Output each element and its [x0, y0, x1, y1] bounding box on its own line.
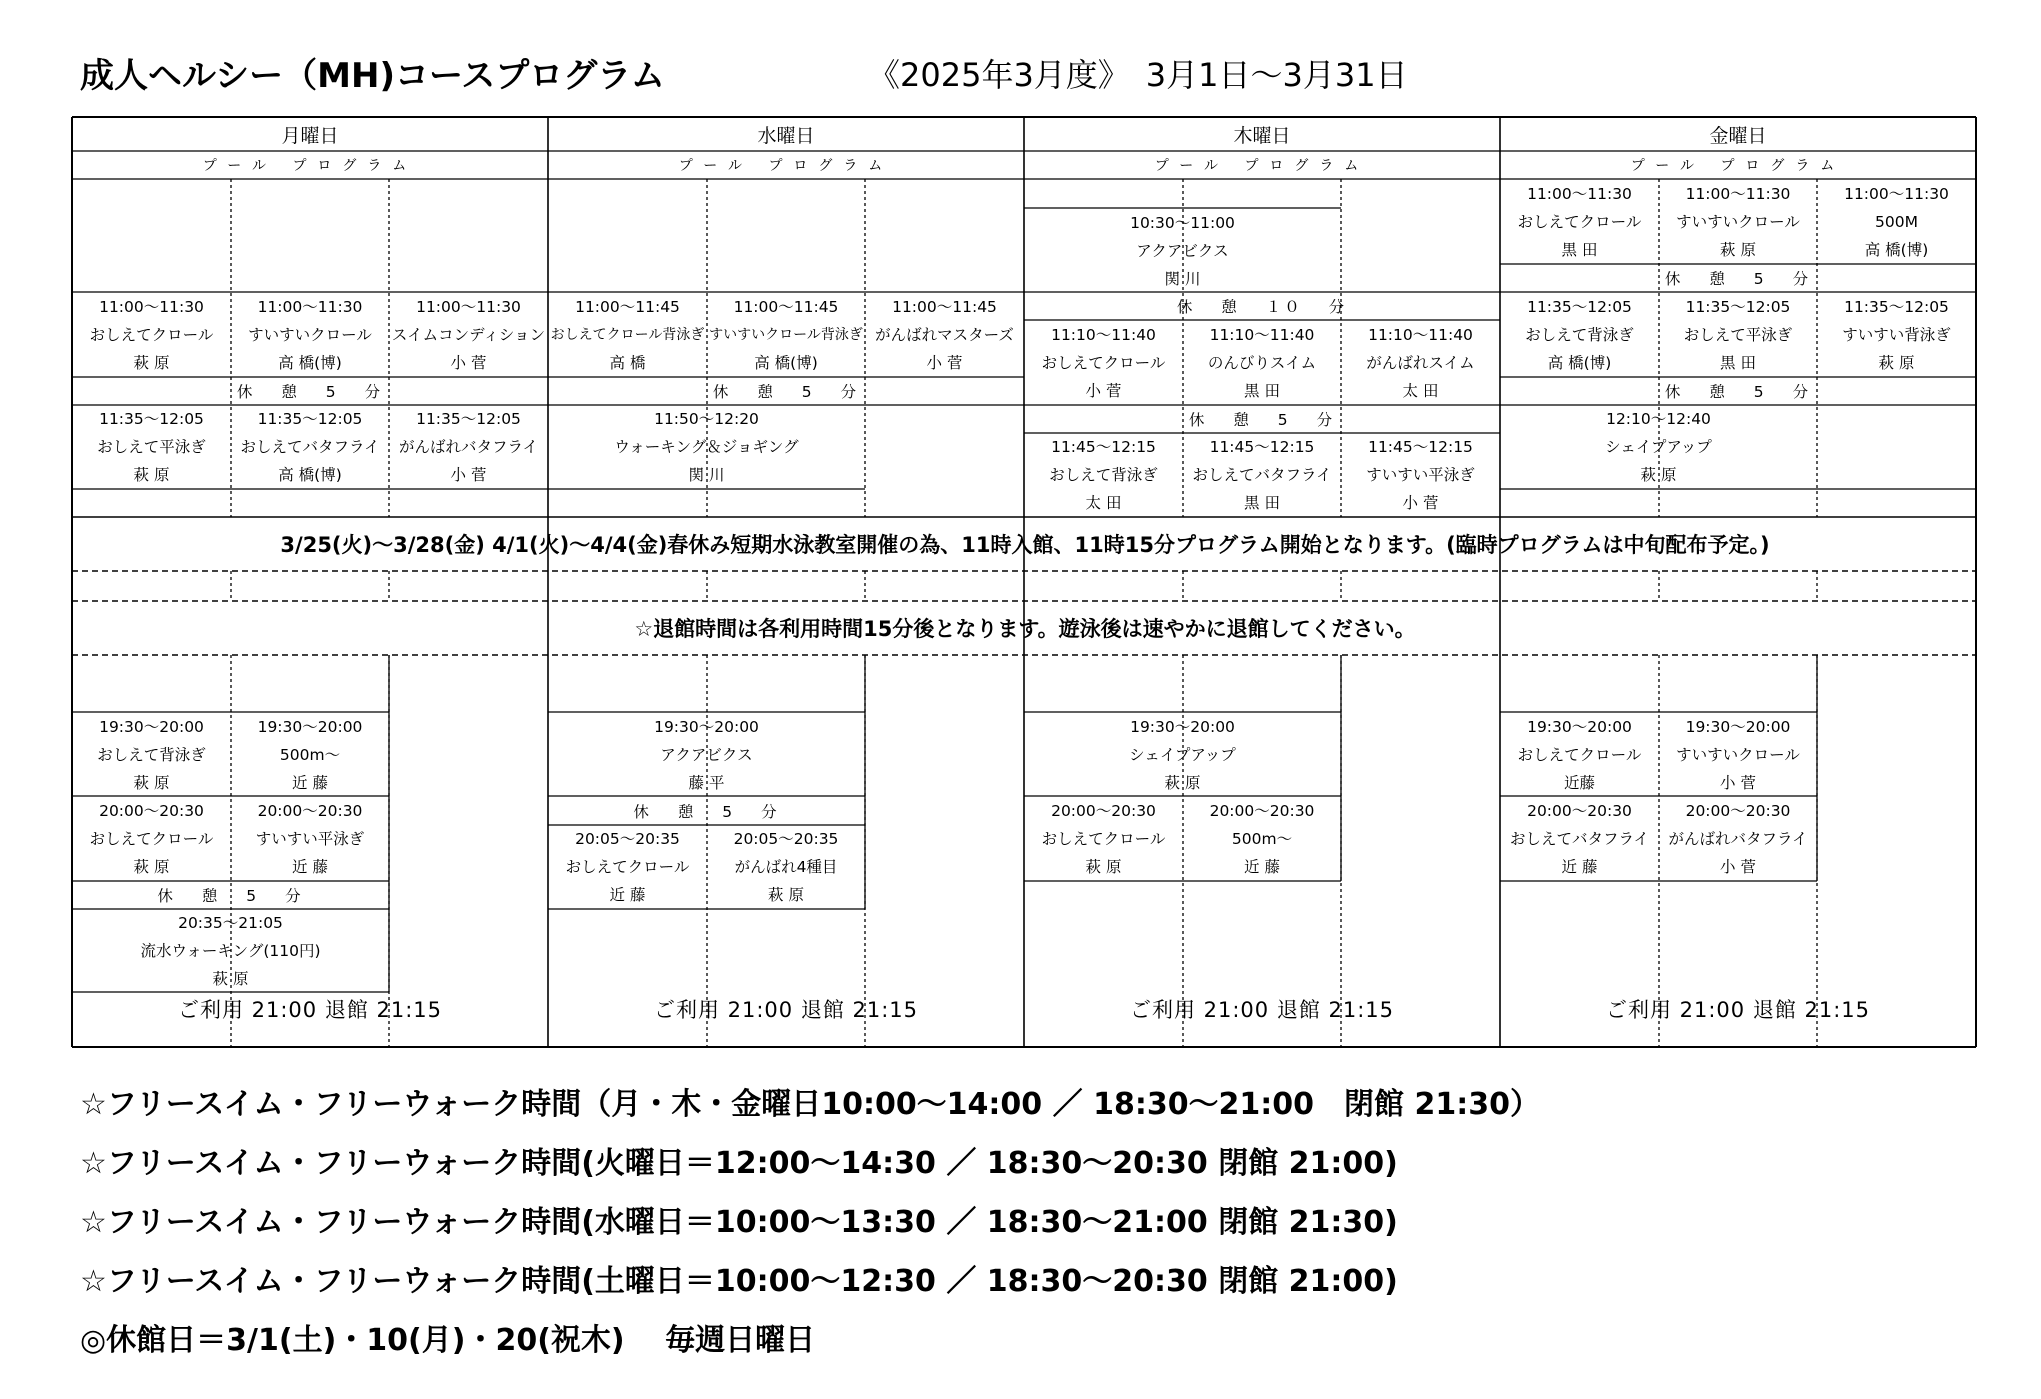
program-name: 500m～ [279, 746, 341, 764]
program-cell-mon-pm-3 [72, 797, 231, 881]
program-staff: 小 菅 [1720, 774, 1756, 792]
program-time: 20:00～20:30 [99, 802, 204, 820]
program-time: 11:00～11:30 [1844, 185, 1949, 203]
program-time: 20:00～20:30 [1209, 802, 1315, 820]
program-time: 20:00～20:30 [1051, 802, 1156, 820]
program-staff: 高 橋 [609, 354, 646, 372]
program-name: おしえてクロール [1517, 746, 1642, 764]
program-cell-mon-am-5 [231, 405, 389, 489]
program-name: おしえてクロール [89, 830, 214, 848]
closing-time-friday: ご利用 21:00 退館 21:15 [1605, 998, 1871, 1022]
program-name: シェイプアップ [1129, 746, 1236, 764]
program-name: アクアビクス [1136, 242, 1229, 260]
program-name: すいすいクロール [1676, 746, 1800, 764]
break-label-fri-am-2: 休 憩 5 分 [1664, 382, 1812, 401]
program-time: 11:35～12:05 [1685, 298, 1791, 316]
free-swim-saturday: ☆フリースイム・フリーウォーク時間(土曜日＝10:00～12:30 ／ 18:30～20:30 閉館 21:00) [80, 1264, 1398, 1299]
program-time: 20:00～20:30 [1527, 802, 1632, 820]
program-time: 11:00～11:30 [1527, 185, 1632, 203]
program-staff: 高 橋(博) [1864, 241, 1929, 259]
program-cell-thu-am-3 [1341, 321, 1500, 405]
program-staff: 藤 平 [688, 774, 725, 792]
program-name: おしえてクロール [1041, 354, 1166, 372]
program-time: 11:35～12:05 [257, 410, 363, 428]
break-label-thu-am-2: 休 憩 5 分 [1188, 410, 1336, 429]
program-cell-fri-pm-2 [1659, 713, 1817, 797]
program-staff: 萩 原 [1164, 774, 1201, 792]
program-cell-wed-pm-2 [548, 825, 707, 909]
program-staff: 近 藤 [292, 774, 328, 792]
program-staff: 近 藤 [609, 886, 646, 904]
day-header-friday: 金曜日 [1709, 124, 1767, 147]
program-name: 500M [1875, 213, 1918, 231]
program-name: おしえてクロール [1517, 213, 1642, 231]
program-staff: 太 田 [1085, 494, 1122, 512]
program-cell-mon-am-3 [389, 293, 548, 377]
program-staff: 萩 原 [1085, 858, 1122, 876]
program-time: 11:00～11:45 [575, 298, 680, 316]
program-time: 19:30～20:00 [1130, 718, 1235, 736]
program-cell-wed-am-1 [548, 293, 707, 377]
program-time: 11:35～12:05 [1527, 298, 1632, 316]
program-staff: 小 菅 [450, 354, 487, 372]
program-cell-fri-am-0c [1817, 180, 1976, 264]
program-staff: 萩 原 [1720, 241, 1756, 259]
program-cell-fri-am-0a [1500, 180, 1659, 264]
program-name: がんばれバタフライ [1668, 830, 1808, 848]
program-name: シェイプアップ [1605, 438, 1712, 456]
program-time: 20:00～20:30 [257, 802, 363, 820]
program-staff: 小 菅 [1085, 382, 1122, 400]
program-staff: 高 橋(博) [278, 354, 342, 372]
program-cell-thu-am-1 [1024, 321, 1183, 405]
program-time: 19:30～20:00 [1685, 718, 1791, 736]
pool-program-label-thursday: プール プログラム [1154, 157, 1370, 174]
program-staff: 黒 田 [1244, 494, 1280, 512]
program-name: おしえてクロール [1041, 830, 1166, 848]
break-label-wed-pm: 休 憩 5 分 [633, 802, 780, 821]
notice-exit-time: ☆退館時間は各利用時間15分後となります。遊泳後は速やかに退館してください。 [634, 617, 1416, 641]
program-name: おしえてクロール [565, 858, 690, 876]
program-name: すいすいクロール [248, 326, 372, 344]
program-time: 10:30～11:00 [1130, 214, 1235, 232]
notice-spring-break: 3/25(火)～3/28(金) 4/1(火)～4/4(金)春休み短期水泳教室開催の為、11時入館、11時15分プログラム開始となります。(臨時プログラムは中旬配布予定。) [280, 533, 1770, 557]
program-name: おしえて平泳ぎ [1683, 326, 1793, 344]
break-label-wed-am: 休 憩 5 分 [712, 382, 860, 401]
program-staff: 小 菅 [1402, 494, 1439, 512]
program-cell-thu-am-0 [1024, 209, 1341, 293]
break-label-mon-am: 休 憩 5 分 [236, 382, 384, 401]
program-time: 20:00～20:30 [1685, 802, 1791, 820]
program-cell-mon-pm-2 [231, 713, 389, 797]
program-staff: 萩 原 [1878, 354, 1915, 372]
program-name: 500m～ [1231, 830, 1293, 848]
free-swim-tuesday: ☆フリースイム・フリーウォーク時間(火曜日＝12:00～14:30 ／ 18:30～20:30 閉館 21:00) [80, 1146, 1398, 1181]
program-cell-wed-am-3 [865, 293, 1024, 377]
closed-days: ◎休館日＝3/1(土)・10(月)・20(祝木) 毎週日曜日 [80, 1323, 816, 1358]
program-name: おしえて背泳ぎ [1525, 326, 1634, 344]
program-staff: 近藤 [1563, 774, 1595, 792]
program-time: 11:45～12:15 [1209, 438, 1315, 456]
program-cell-thu-pm-2 [1024, 797, 1183, 881]
program-cell-thu-pm-1 [1024, 713, 1341, 797]
program-staff: 黒 田 [1244, 382, 1280, 400]
program-name: おしえてクロール背泳ぎ [550, 327, 705, 343]
program-staff: 萩 原 [133, 774, 170, 792]
program-cell-fri-am-0b [1659, 180, 1817, 264]
program-name: おしえて平泳ぎ [97, 438, 206, 456]
schedule-period: 《2025年3月度》 3月1日～3月31日 [868, 56, 1408, 94]
program-time: 11:00～11:30 [416, 298, 521, 316]
pool-program-label-friday: プール プログラム [1630, 157, 1846, 174]
program-cell-fri-am-4 [1500, 405, 1817, 489]
program-staff: 関 川 [688, 466, 725, 484]
program-cell-fri-pm-3 [1500, 797, 1659, 881]
program-name: がんばれバタフライ [398, 438, 539, 456]
program-name: すいすい平泳ぎ [255, 830, 365, 848]
program-name: すいすい背泳ぎ [1842, 326, 1951, 344]
program-staff: 黒 田 [1720, 354, 1756, 372]
program-name: 流水ウォーキング(110円) [140, 942, 321, 960]
program-staff: 黒 田 [1561, 241, 1598, 259]
break-label-thu-am-1: 休 憩 １０ 分 [1176, 297, 1348, 316]
program-cell-thu-pm-3 [1183, 797, 1341, 881]
program-time: 11:50～12:20 [654, 410, 759, 428]
closing-time-thursday: ご利用 21:00 退館 21:15 [1129, 998, 1395, 1022]
program-cell-fri-am-3 [1817, 293, 1976, 377]
day-header-thursday: 木曜日 [1233, 124, 1291, 147]
program-staff: 高 橋(博) [754, 354, 818, 372]
pool-program-label-monday: プール プログラム [202, 157, 418, 174]
program-time: 19:30～20:00 [654, 718, 759, 736]
program-staff: 萩 原 [133, 354, 170, 372]
program-time: 19:30～20:00 [1527, 718, 1632, 736]
program-staff: 小 菅 [1720, 858, 1756, 876]
program-staff: 高 橋(博) [278, 466, 342, 484]
program-cell-wed-am-2 [707, 293, 865, 377]
program-name: おしえて背泳ぎ [1049, 466, 1158, 484]
program-staff: 高 橋(博) [1547, 354, 1612, 372]
program-cell-wed-am-4 [548, 405, 865, 489]
program-name: おしえて背泳ぎ [97, 746, 206, 764]
program-staff: 萩 原 [212, 970, 249, 988]
free-swim-mon-thu-fri: ☆フリースイム・フリーウォーク時間（月・木・金曜日10:00～14:00 ／ 18:30～21:00 閉館 21:30） [80, 1087, 1540, 1122]
program-cell-thu-am-4 [1024, 433, 1183, 517]
program-name: おしえてバタフライ [240, 438, 380, 456]
program-name: アクアビクス [660, 746, 753, 764]
program-cell-thu-am-6 [1341, 433, 1500, 517]
program-staff: 近 藤 [1561, 858, 1598, 876]
closing-time-monday: ご利用 21:00 退館 21:15 [177, 998, 443, 1022]
program-time: 11:00～11:45 [892, 298, 997, 316]
program-cell-wed-pm-1 [548, 713, 865, 797]
program-cell-fri-pm-1 [1500, 713, 1659, 797]
program-name: すいすいクロール背泳ぎ [709, 327, 863, 343]
program-time: 20:05～20:35 [575, 830, 680, 848]
program-name: がんばれマスターズ [875, 326, 1014, 344]
program-staff: 小 菅 [926, 354, 963, 372]
program-time: 11:35～12:05 [99, 410, 204, 428]
program-time: 11:35～12:05 [1844, 298, 1949, 316]
program-cell-mon-am-1 [72, 293, 231, 377]
program-cell-fri-am-1 [1500, 293, 1659, 377]
program-time: 11:10～11:40 [1209, 326, 1315, 344]
program-cell-mon-am-2 [231, 293, 389, 377]
program-staff: 関 川 [1164, 270, 1201, 288]
program-staff: 近 藤 [292, 858, 328, 876]
program-time: 11:10～11:40 [1368, 326, 1473, 344]
program-time: 11:00～11:30 [99, 298, 204, 316]
program-time: 20:05～20:35 [733, 830, 839, 848]
program-name: ウォーキング＆ジョギング [614, 438, 799, 456]
break-label-fri-am-1: 休 憩 5 分 [1664, 269, 1812, 288]
pool-program-label-wednesday: プール プログラム [678, 157, 894, 174]
program-time: 12:10～12:40 [1606, 410, 1711, 428]
program-staff: 萩 原 [768, 886, 804, 904]
program-staff: 小 菅 [450, 466, 487, 484]
day-header-monday: 月曜日 [281, 124, 339, 147]
program-cell-mon-pm-5 [72, 909, 389, 993]
program-time: 11:10～11:40 [1051, 326, 1156, 344]
program-name: スイムコンディション [391, 326, 546, 344]
free-swim-wednesday: ☆フリースイム・フリーウォーク時間(水曜日＝10:00～13:30 ／ 18:30～21:00 閉館 21:30) [80, 1205, 1398, 1240]
program-name: のんびりスイム [1207, 354, 1317, 372]
program-name: おしえてクロール [89, 326, 214, 344]
program-staff: 萩 原 [133, 466, 170, 484]
program-staff: 萩 原 [133, 858, 170, 876]
program-cell-fri-pm-4 [1659, 797, 1817, 881]
program-cell-mon-pm-1 [72, 713, 231, 797]
closing-time-wednesday: ご利用 21:00 退館 21:15 [653, 998, 919, 1022]
page-title: 成人ヘルシー（MH)コースプログラム [80, 56, 665, 96]
program-cell-fri-am-2 [1659, 293, 1817, 377]
break-label-mon-pm: 休 憩 5 分 [157, 886, 304, 905]
program-time: 19:30～20:00 [257, 718, 363, 736]
program-cell-wed-pm-3 [707, 825, 865, 909]
program-cell-thu-am-2 [1183, 321, 1341, 405]
program-name: がんばれスイム [1366, 354, 1475, 372]
program-time: 11:00～11:45 [733, 298, 839, 316]
program-time: 11:00～11:30 [1685, 185, 1791, 203]
program-staff: 太 田 [1402, 382, 1439, 400]
program-time: 19:30～20:00 [99, 718, 204, 736]
program-cell-mon-pm-4 [231, 797, 389, 881]
program-cell-mon-am-4 [72, 405, 231, 489]
program-cell-mon-am-6 [389, 405, 548, 489]
program-name: がんばれ4種目 [734, 858, 838, 876]
program-name: おしえてバタフライ [1192, 466, 1332, 484]
program-time: 20:35～21:05 [178, 914, 283, 932]
program-time: 11:00～11:30 [257, 298, 363, 316]
program-time: 11:35～12:05 [416, 410, 521, 428]
day-header-wednesday: 水曜日 [757, 124, 815, 147]
program-time: 11:45～12:15 [1368, 438, 1473, 456]
program-name: すいすい平泳ぎ [1366, 466, 1475, 484]
program-staff: 萩 原 [1640, 466, 1677, 484]
program-name: おしえてバタフライ [1509, 830, 1650, 848]
program-time: 11:45～12:15 [1051, 438, 1156, 456]
program-staff: 近 藤 [1244, 858, 1280, 876]
program-name: すいすいクロール [1676, 213, 1800, 231]
program-cell-thu-am-5 [1183, 433, 1341, 517]
